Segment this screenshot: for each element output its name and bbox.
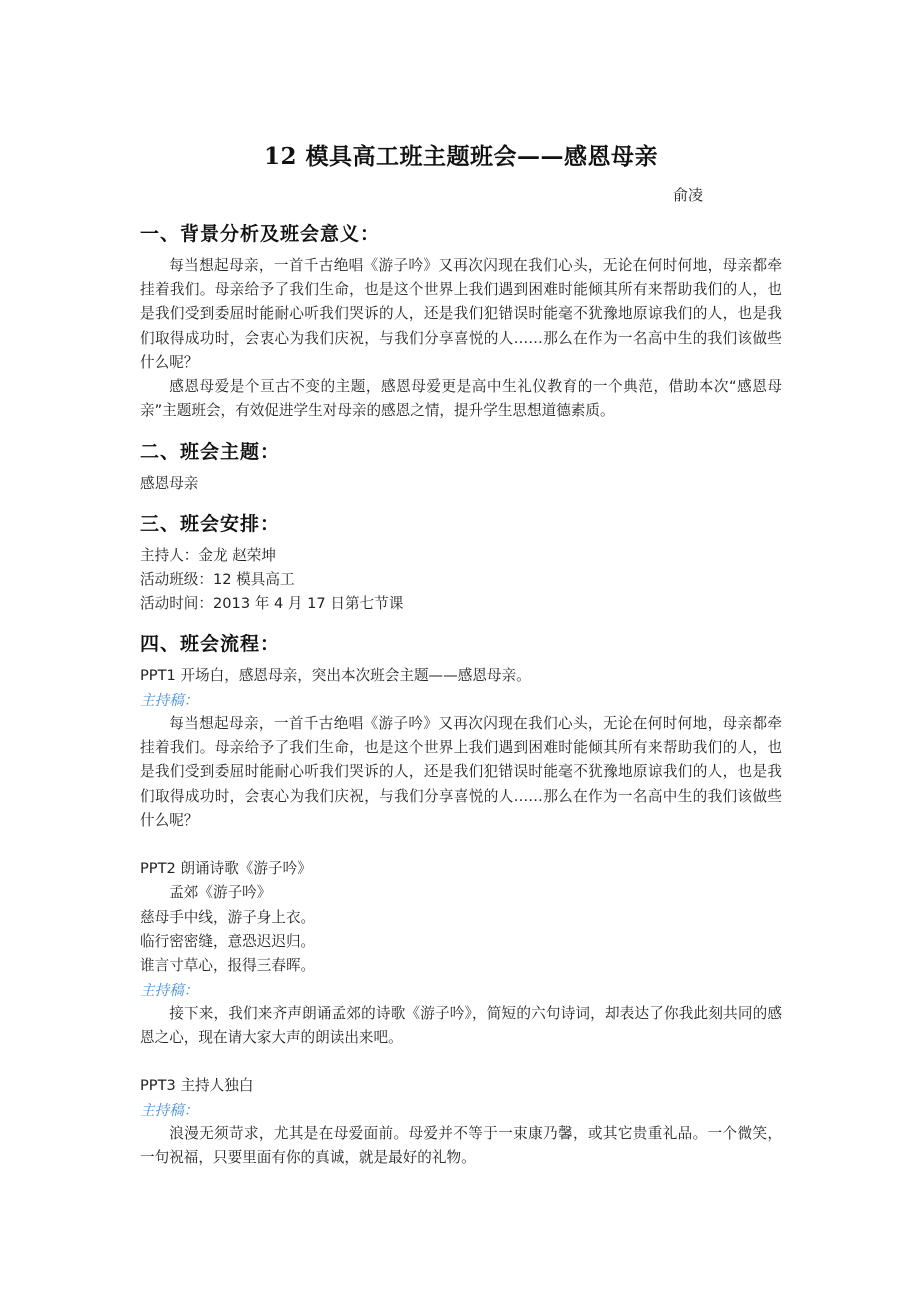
ppt3-script: 浪漫无须苛求，尤其是在母爱面前。母爱并不等于一束康乃馨，或其它贵重礼品。一个微笑，一句祝福，只要里面有你的真诚，就是最好的礼物。 — [140, 1125, 782, 1167]
theme-text: 感恩母亲 — [140, 475, 199, 492]
document-title: 12 模具高工班主题班会——感恩母亲 — [263, 143, 658, 170]
section-heading-theme: 二、班会主题： — [140, 441, 281, 463]
poem-title: 孟郊《游子吟》 — [169, 884, 272, 901]
host-info: 主持人：金龙 赵荣坤 — [140, 547, 276, 564]
ppt2-script: 接下来，我们来齐声朗诵孟郊的诗歌《游子吟》，简短的六句诗词，却表达了你我此刻共同的感恩之心，现在请大家大声的朗读出来吧。 — [140, 1005, 782, 1047]
background-paragraph-1: 每当想起母亲，一首千古绝唱《游子吟》又再次闪现在我们心头，无论在何时何地，母亲都牵挂着我们。母亲给予了我们生命，也是这个世界上我们遇到困难时能倾其所有来帮助我们的人，也是我们受到委屈时能耐心听我们哭诉的人，还是我们犯错误时能毫不犹豫地原谅我们的人，也是我们取得成功时，会衷心为我们庆祝，与我们分享喜悦的人……那么在作为一名高中生的我们该做些什么呢？ — [140, 257, 782, 371]
section-heading-background: 一、背景分析及班会意义： — [140, 223, 381, 245]
ppt2-script-label: 主持稿： — [140, 982, 199, 999]
poem-line-3: 谁言寸草心，报得三春晖。 — [140, 957, 316, 974]
ppt2-title: PPT2 朗诵诗歌《游子吟》 — [140, 860, 312, 877]
poem-line-2: 临行密密缝，意恐迟迟归。 — [140, 933, 316, 950]
class-info: 活动班级：12 模具高工 — [140, 571, 295, 588]
ppt1-title: PPT1 开场白，感恩母亲，突出本次班会主题——感恩母亲。 — [140, 667, 531, 684]
poem-line-1: 慈母手中线，游子身上衣。 — [140, 909, 316, 926]
time-info: 活动时间：2013 年 4 月 17 日第七节课 — [140, 595, 404, 612]
document-author: 俞凌 — [673, 186, 704, 204]
section-heading-arrangement: 三、班会安排： — [140, 513, 281, 535]
ppt1-script-label: 主持稿： — [140, 692, 199, 709]
ppt1-script: 每当想起母亲，一首千古绝唱《游子吟》又再次闪现在我们心头，无论在何时何地，母亲都牵挂着我们。母亲给予了我们生命，也是这个世界上我们遇到困难时能倾其所有来帮助我们的人，也是我们受到委屈时能耐心听我们哭诉的人，还是我们犯错误时能毫不犹豫地原谅我们的人，也是我们取得成功时，会衷心为我们庆祝，与我们分享喜悦的人……那么在作为一名高中生的我们该做些什么呢？ — [140, 715, 782, 829]
section-heading-process: 四、班会流程： — [140, 633, 281, 655]
background-paragraph-2: 感恩母爱是个亘古不变的主题，感恩母爱更是高中生礼仪教育的一个典范，借助本次“感恩母亲”主题班会，有效促进学生对母亲的感恩之情，提升学生思想道德素质。 — [140, 378, 782, 420]
ppt3-title: PPT3 主持人独白 — [140, 1077, 254, 1094]
ppt3-script-label: 主持稿： — [140, 1102, 199, 1119]
